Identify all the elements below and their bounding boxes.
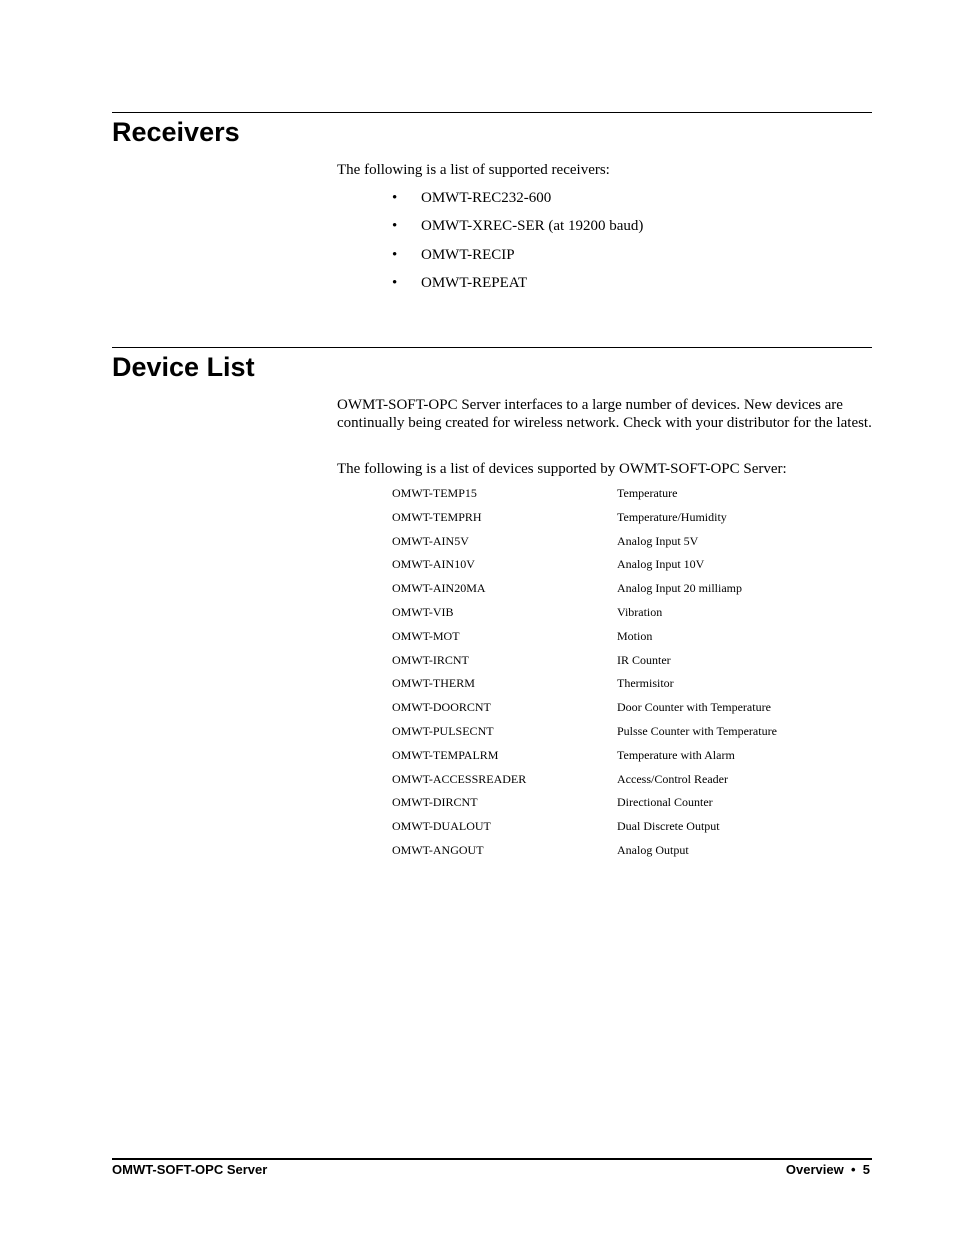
device-model: OMWT-TEMP15: [392, 486, 477, 500]
device-model: OMWT-ANGOUT: [392, 842, 484, 857]
bullet-icon: •: [392, 190, 398, 206]
device-model: OMWT-DUALOUT: [392, 819, 491, 834]
device-model: OMWT-ACCESSREADER: [392, 771, 527, 786]
device-description: Analog Input 10V: [617, 557, 705, 572]
device-description: Access/Control Reader: [617, 771, 728, 786]
device-description: Analog Input 5V: [617, 533, 699, 548]
device-description: Door Counter with Temperature: [617, 700, 771, 715]
section-rule-device-list: [112, 347, 872, 348]
device-description: Directional Counter: [617, 795, 713, 810]
device-list-paragraph: OWMT-SOFT-OPC Server interfaces to a large number of devices. New devices are continually being created for wireless network. Check with your distributor for the latest.: [337, 397, 872, 431]
receiver-item: • OMWT-RECIP: [392, 246, 515, 263]
table-row: [392, 819, 777, 843]
receiver-item: • OMWT-REC232-600: [392, 190, 552, 206]
device-description: Pulsse Counter with Temperature: [617, 723, 777, 738]
table-row: [392, 510, 777, 534]
footer-doc-title: OMWT-SOFT-OPC Server: [112, 1162, 268, 1177]
heading-receivers: Receivers: [112, 117, 240, 147]
table-row: [392, 653, 777, 677]
table-row: [392, 843, 777, 867]
device-model: OMWT-AIN5V: [392, 533, 469, 548]
device-model: OMWT-AIN20MA: [392, 581, 486, 596]
table-row: [392, 748, 777, 772]
footer-separator: •: [850, 1162, 856, 1177]
table-row: [392, 534, 777, 558]
device-model: OMWT-IRCNT: [392, 652, 469, 667]
device-description: Motion: [617, 628, 653, 643]
device-model: OMWT-THERM: [392, 676, 475, 691]
device-list-intro: The following is a list of devices supported by OWMT-SOFT-OPC Server:: [337, 461, 787, 477]
device-model: OMWT-TEMPALRM: [392, 747, 499, 762]
heading-device-list: Device List: [112, 352, 255, 382]
device-description: Temperature: [617, 486, 678, 500]
section-rule-receivers: [112, 112, 872, 113]
device-model: OMWT-VIB: [392, 604, 454, 619]
footer-rule: [112, 1158, 872, 1160]
device-model: OMWT-DIRCNT: [392, 795, 478, 810]
footer-section: Overview: [785, 1162, 844, 1177]
device-description: Temperature with Alarm: [617, 747, 735, 762]
receiver-item: • OMWT-REPEAT: [392, 274, 528, 291]
receivers-intro: The following is a list of supported receivers:: [337, 162, 610, 178]
device-description: Vibration: [617, 604, 663, 619]
bullet-icon: •: [392, 218, 398, 235]
device-model: OMWT-PULSECNT: [392, 723, 494, 738]
footer-page-label: [786, 1162, 870, 1178]
device-model: OMWT-MOT: [392, 628, 460, 643]
table-row: [392, 700, 777, 724]
device-model: OMWT-TEMPRH: [392, 509, 482, 524]
table-row: [392, 676, 777, 700]
receiver-item: • OMWT-XREC-SER (at 19200 baud): [392, 218, 644, 235]
table-row: [392, 629, 777, 653]
device-description: Temperature/Humidity: [617, 509, 727, 524]
footer-page-number: 5: [862, 1162, 870, 1177]
receivers-list: [392, 189, 643, 302]
device-model: OMWT-DOORCNT: [392, 700, 491, 715]
table-row: [392, 795, 777, 819]
device-description: Thermisitor: [617, 676, 674, 691]
device-model: OMWT-AIN10V: [392, 557, 475, 572]
device-description: Dual Discrete Output: [617, 819, 720, 834]
device-description: Analog Input 20 milliamp: [617, 581, 742, 596]
table-row: [392, 772, 777, 796]
bullet-icon: •: [392, 246, 398, 263]
table-row: [392, 486, 777, 510]
table-row: [392, 605, 777, 629]
table-row: [392, 724, 777, 748]
device-description: Analog Output: [617, 842, 689, 857]
bullet-icon: •: [392, 274, 398, 291]
table-row: [392, 557, 777, 581]
device-table: [392, 486, 777, 867]
table-row: [392, 581, 777, 605]
device-description: IR Counter: [617, 652, 671, 667]
